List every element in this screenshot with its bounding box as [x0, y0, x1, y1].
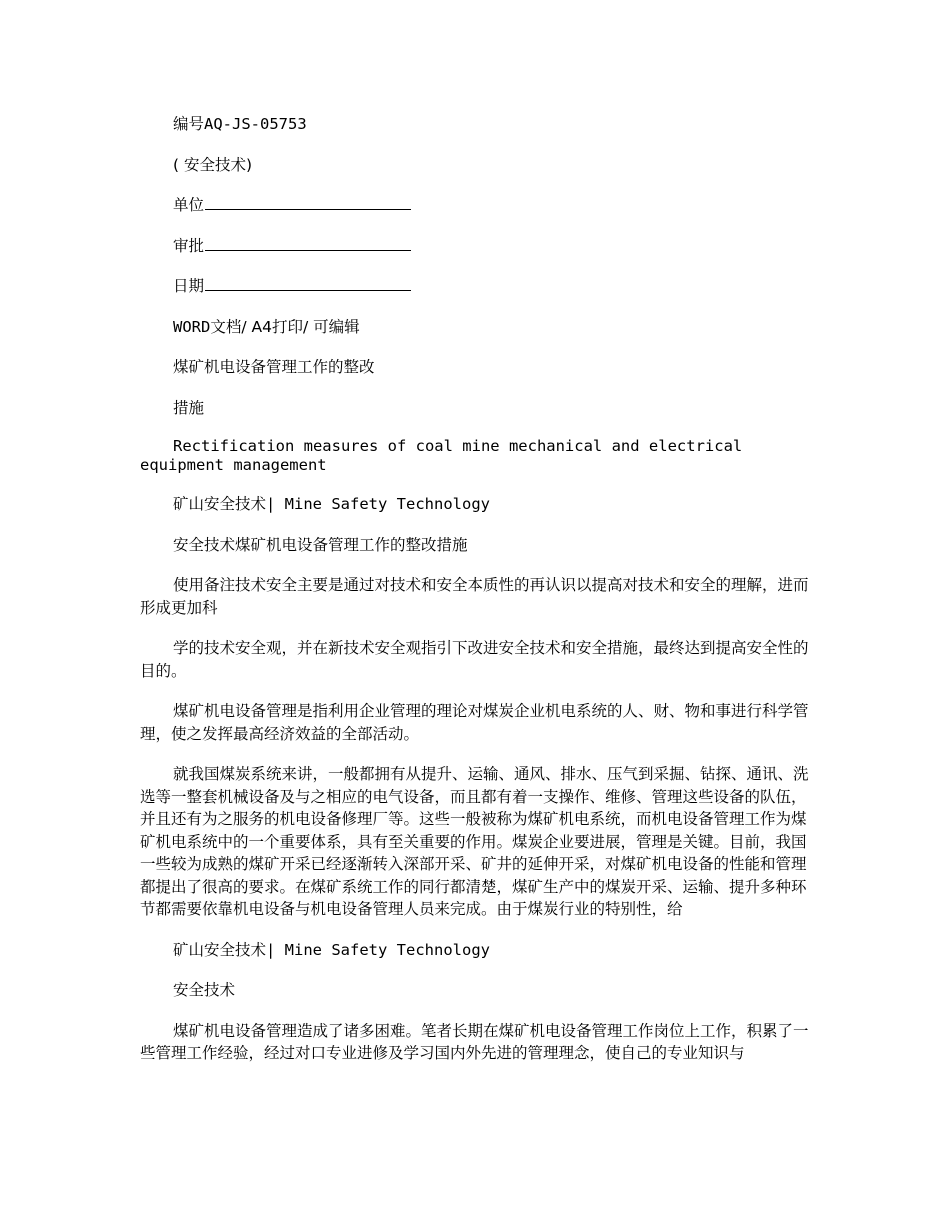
- approval-label: 审批: [173, 236, 205, 255]
- format-note-word: WORD: [173, 317, 211, 336]
- title-en: Rectification measures of coal mine mechanical and electrical equipment management: [140, 437, 743, 474]
- paragraph-3: 煤矿机电设备管理是指利用企业管理的理论对煤炭企业机电系统的人、财、物和事进行科学管理，使之发挥最高经济效益的全部活动。: [140, 702, 809, 743]
- format-note-editable: 打印/ 可编辑: [271, 317, 360, 336]
- number-value: AQ-JS-05753: [204, 115, 307, 133]
- date-label: 日期: [173, 277, 205, 295]
- header-cn: 矿山安全技术: [173, 495, 267, 513]
- title-cn-line-2: 措施: [173, 398, 205, 417]
- paragraph-4: 就我国煤炭系统来讲，一般都拥有从提升、运输、通风、排水、压气到采掘、钻探、通讯、洗选等一整套机械设备及与之相应的电气设备，而且都有着一支操作、维修、管理这些设备的队伍，并且还有为之服务的机电设备修理厂等。这些一般被称为煤矿机电系统，而机电设备管理工作为煤矿机电系统中的一个重要体系，具有至关重要的作用。煤炭企业要进展，管理是关键。目前，我国一些较为成熟的煤矿开采已经逐渐转入深部开采、矿井的延伸开采，对煤矿机电设备的性能和管理都提出了很高的要求。在煤矿系统工作的同行都清楚，煤矿生产中的煤炭开采、运输、提升多种环节都需要依靠机电设备与机电设备管理人员来完成。由于煤炭行业的特别性，给: [140, 765, 809, 918]
- header-mine-safety-1: [140, 493, 820, 516]
- approval-field: [140, 235, 820, 258]
- format-note-a4: 文档/ A4: [210, 317, 272, 336]
- header-en: | Mine Safety Technology: [266, 940, 490, 959]
- paragraph-2: 学的技术安全观，并在新技术安全观指引下改进安全技术和安全措施，最终达到提高安全性的目的。: [140, 639, 809, 680]
- category-line: ( 安全技术): [173, 155, 253, 174]
- section-label: 安全技术: [173, 981, 236, 999]
- date-blank-line[interactable]: [205, 275, 411, 291]
- date-field: [140, 275, 820, 298]
- subtitle: 安全技术煤矿机电设备管理工作的整改措施: [173, 535, 468, 554]
- title-cn-line-1: 煤矿机电设备管理工作的整改: [173, 358, 375, 376]
- paragraph-5: 煤矿机电设备管理造成了诸多困难。笔者长期在煤矿机电设备管理工作岗位上工作，积累了一些管理工作经验，经过对口专业进修及学习国内外先进的管理理念，使自己的专业知识与: [140, 1021, 809, 1062]
- unit-label: 单位: [173, 196, 205, 214]
- format-note: [140, 316, 820, 339]
- document-number: [140, 113, 820, 136]
- unit-blank-line[interactable]: [205, 194, 411, 210]
- unit-field: [140, 194, 820, 217]
- document-body: [140, 113, 820, 1065]
- header-en: | Mine Safety Technology: [266, 495, 490, 513]
- number-label: 编号: [173, 115, 205, 133]
- header-cn: 矿山安全技术: [173, 940, 267, 959]
- approval-blank-line[interactable]: [205, 235, 411, 251]
- paragraph-1: 使用备注技术安全主要是通过对技术和安全本质性的再认识以提高对技术和安全的理解，进而形成更加科: [140, 576, 809, 617]
- header-mine-safety-2: [140, 939, 820, 962]
